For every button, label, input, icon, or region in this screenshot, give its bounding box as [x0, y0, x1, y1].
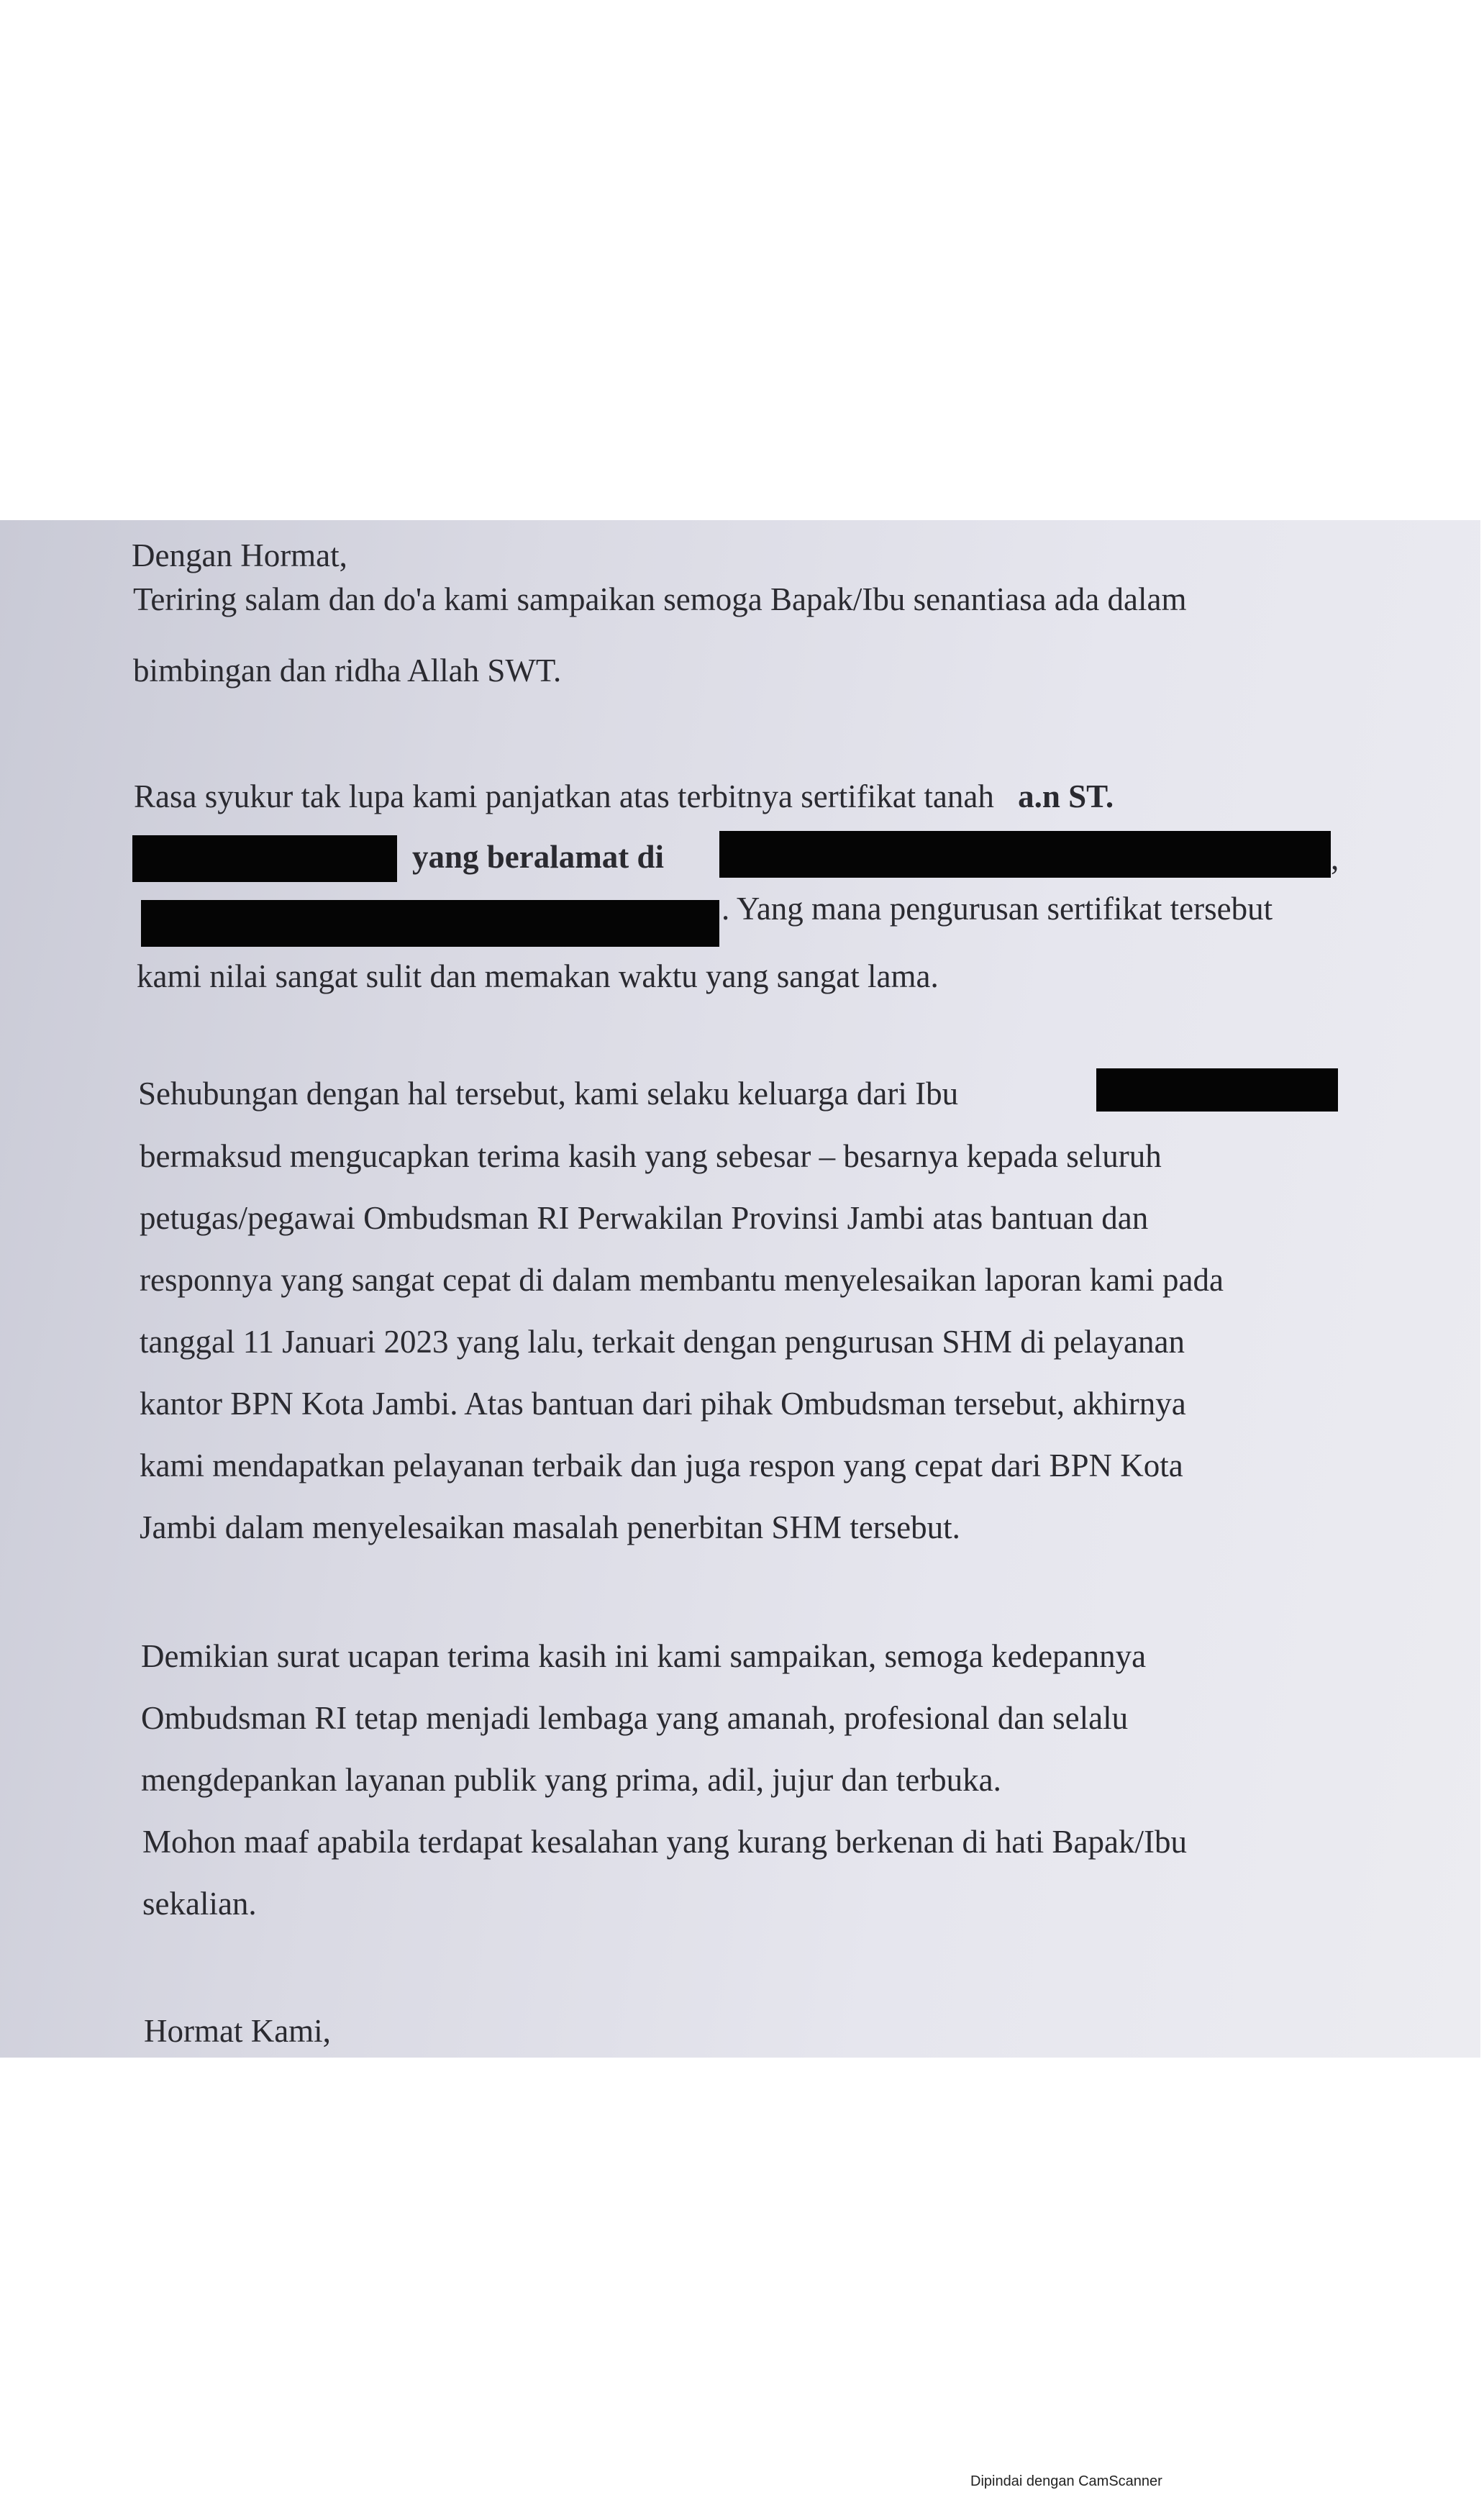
greeting: Dengan Hormat, — [132, 537, 347, 573]
paragraph-1-line-1: Teriring salam dan do'a kami sampaikan semoga Bapak/Ibu senantiasa ada dalam — [133, 581, 1187, 617]
paragraph-3-line-5: tanggal 11 Januari 2023 yang lalu, terkait dengan pengurusan SHM di pelayanan — [140, 1324, 1185, 1360]
address-comma: , — [1331, 840, 1339, 876]
paragraph-4-line-1: Demikian surat ucapan terima kasih ini kami sampaikan, semoga kedepannya — [141, 1638, 1147, 1674]
paragraph-4-line-3: mengdepankan layanan publik yang prima, adil, jujur dan terbuka. — [141, 1762, 1001, 1798]
closing: Hormat Kami, — [144, 2013, 331, 2049]
paragraph-4-line-5: sekalian. — [142, 1886, 257, 1922]
paragraph-3-line-6: kantor BPN Kota Jambi. Atas bantuan dari pihak Ombudsman tersebut, akhirnya — [140, 1386, 1186, 1422]
paragraph-4-line-4: Mohon maaf apabila terdapat kesalahan yang kurang berkenan di hati Bapak/Ibu — [142, 1824, 1187, 1860]
redacted-name-block — [132, 835, 397, 882]
paragraph-3-line-7: kami mendapatkan pelayanan terbaik dan juga respon yang cepat dari BPN Kota — [140, 1448, 1183, 1483]
scanned-letter — [0, 520, 1480, 2058]
redacted-mother-name-block — [1096, 1068, 1338, 1112]
recipient-prefix: a.n ST. — [1018, 778, 1114, 814]
scanner-watermark: Dipindai dengan CamScanner — [970, 2473, 1162, 2489]
paragraph-3-line-1: Sehubungan dengan hal tersebut, kami selaku keluarga dari Ibu — [138, 1076, 959, 1112]
address-label: yang beralamat di — [412, 839, 665, 875]
paragraph-2-line-3: . Yang mana pengurusan sertifikat tersebut — [721, 891, 1273, 927]
paragraph-3-line-3: petugas/pegawai Ombudsman RI Perwakilan Provinsi Jambi atas bantuan dan — [140, 1200, 1149, 1236]
paragraph-3-line-2: bermaksud mengucapkan terima kasih yang sebesar – besarnya kepada seluruh — [140, 1138, 1162, 1174]
redacted-address-continuation-block — [141, 900, 719, 947]
paragraph-1-line-2: bimbingan dan ridha Allah SWT. — [133, 653, 562, 688]
paragraph-2-line-4: kami nilai sangat sulit dan memakan waktu yang sangat lama. — [137, 958, 939, 994]
redacted-address-block — [719, 831, 1331, 878]
paragraph-3-line-4: responnya yang sangat cepat di dalam membantu menyelesaikan laporan kami pada — [140, 1262, 1224, 1298]
paragraph-3-line-8: Jambi dalam menyelesaikan masalah penerbitan SHM tersebut. — [140, 1509, 960, 1545]
paragraph-2-line-1: Rasa syukur tak lupa kami panjatkan atas terbitnya sertifikat tanah a.n ST. — [134, 778, 1114, 814]
paragraph-4-line-2: Ombudsman RI tetap menjadi lembaga yang amanah, profesional dan selalu — [141, 1700, 1129, 1736]
